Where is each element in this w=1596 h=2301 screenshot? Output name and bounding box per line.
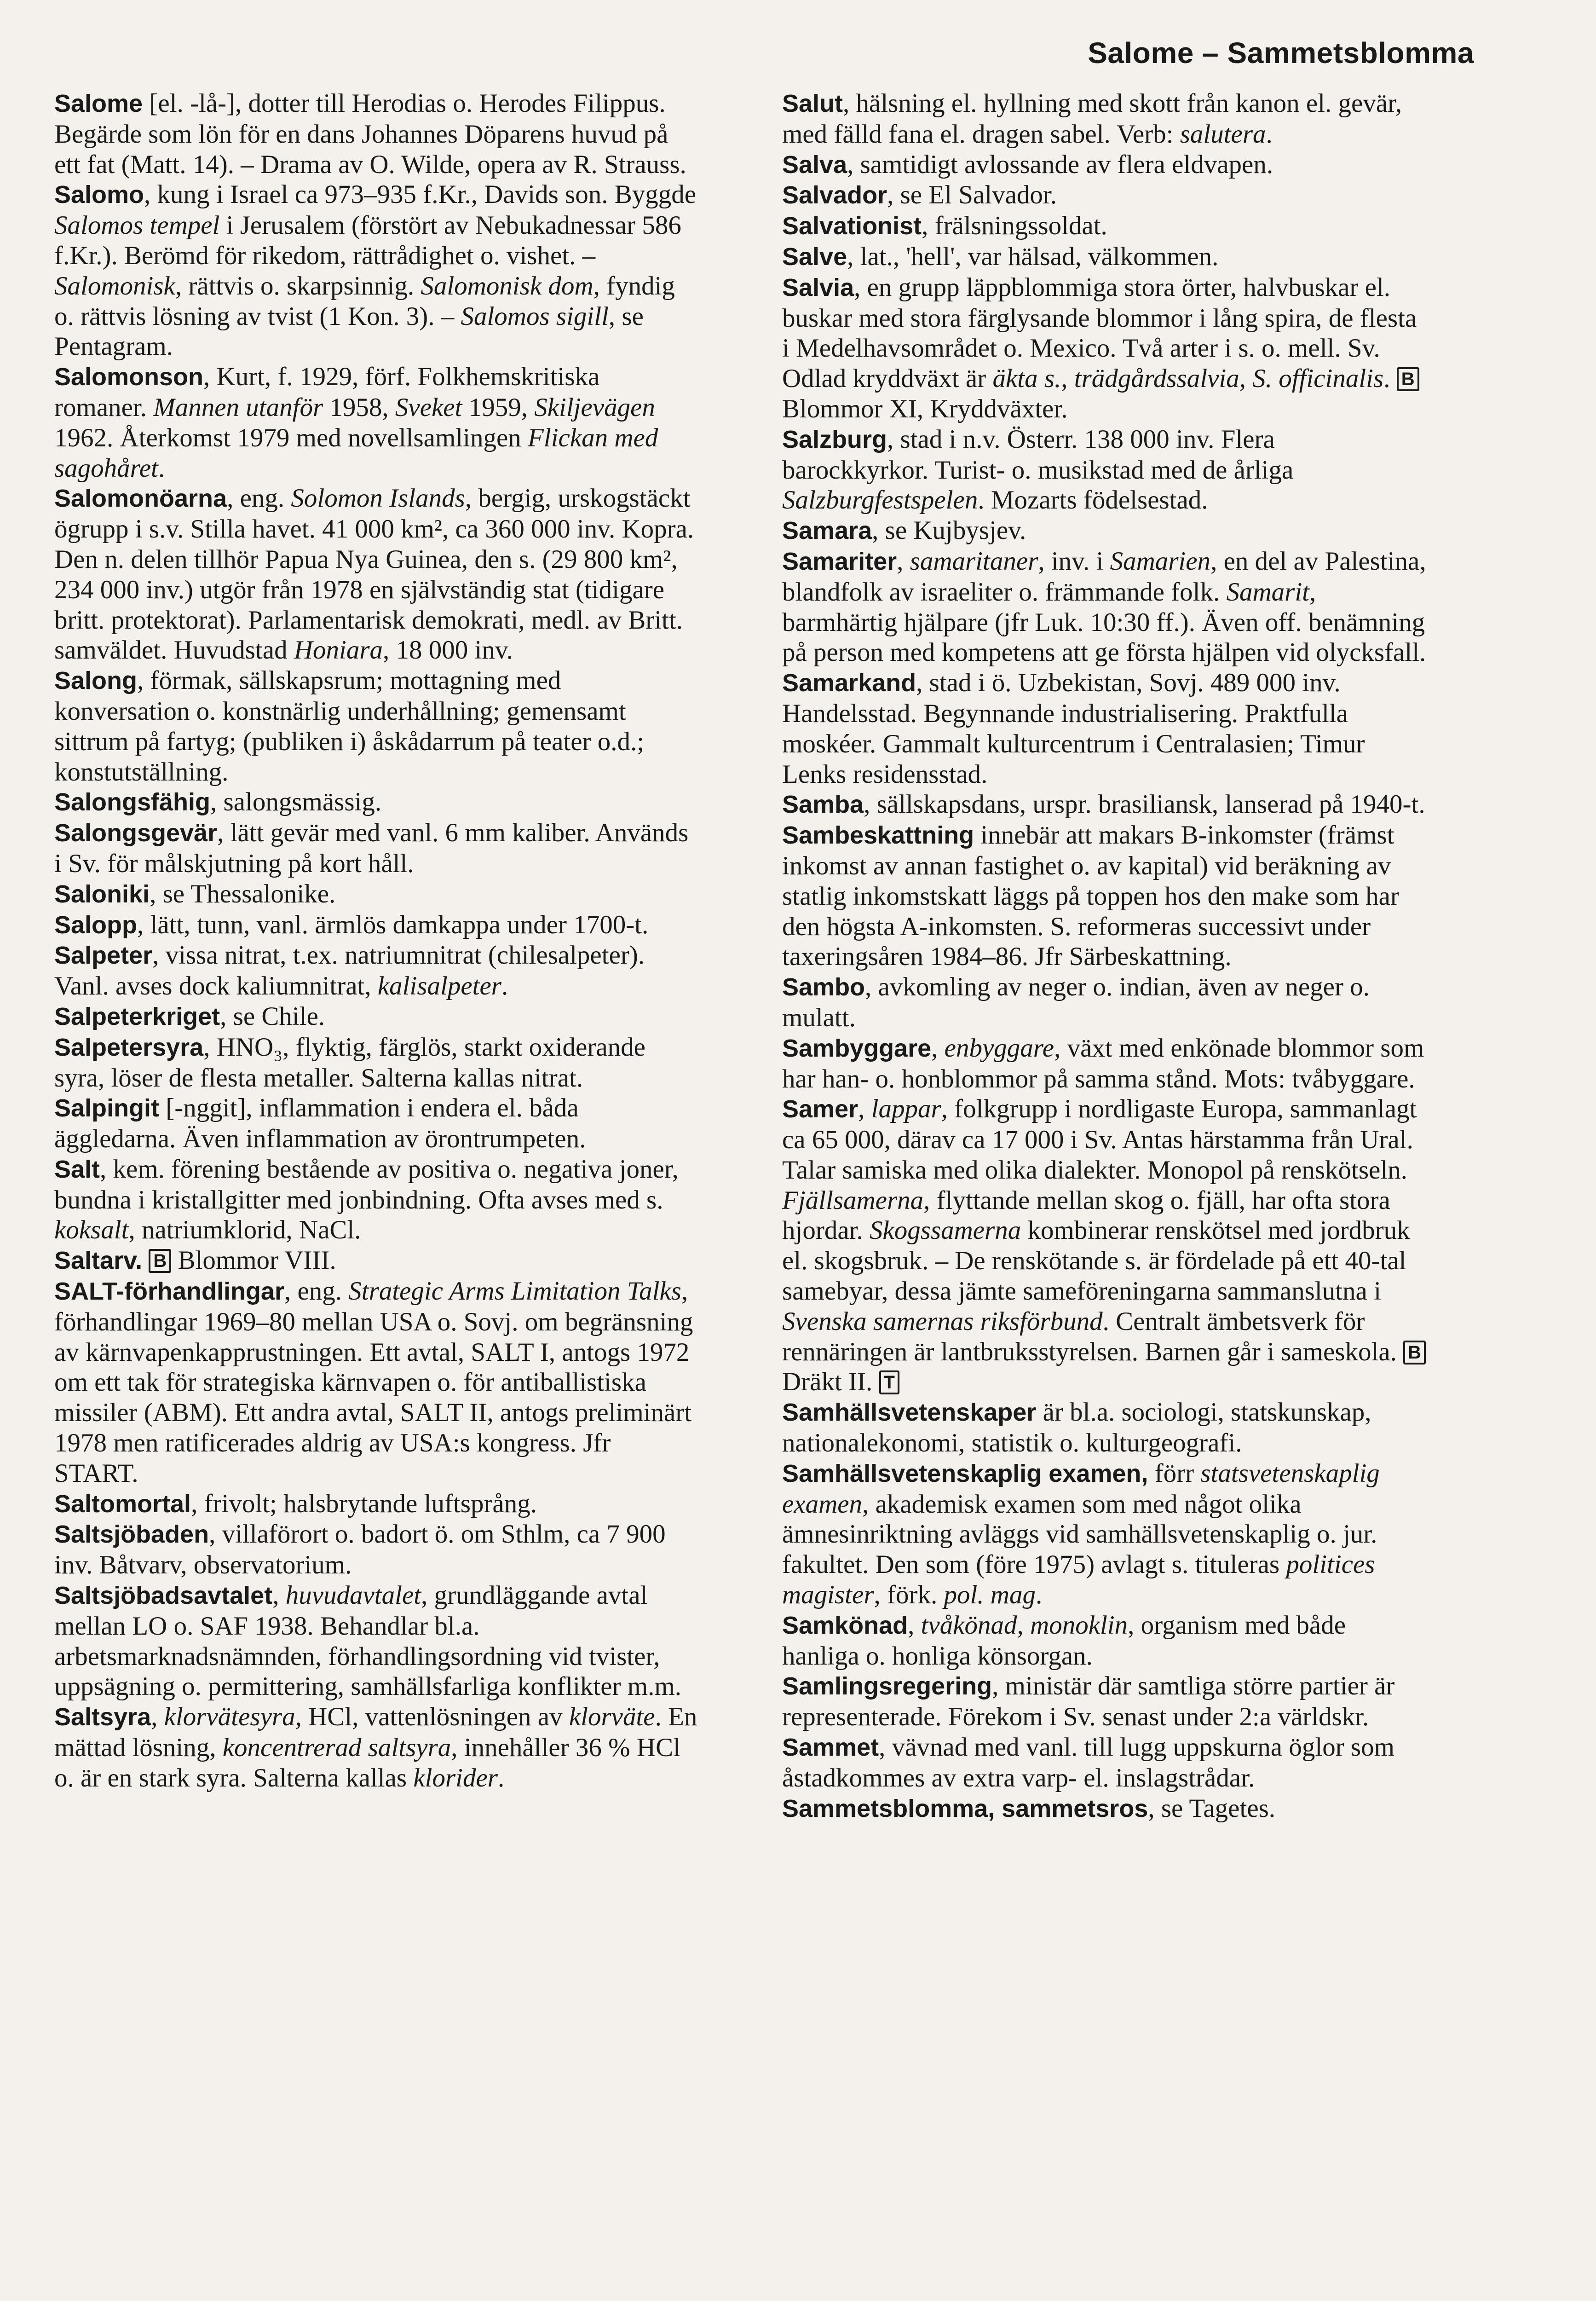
entry-text: , inv. i [1038,546,1110,576]
dictionary-entry [782,1397,1426,1458]
entry-text: , förmak, sällskapsrum; mottagning med konversation o. konstnärlig underhållning; gemensamt sittrum på fartyg; (publiken i) åskådarrum på teater o.d.; konstutställning. [54,666,645,786]
entry-text-italic: koncentrerad saltsyra [222,1733,451,1763]
entry-text: , [272,1581,286,1610]
entry-text-italic: huvudavtalet [285,1581,421,1610]
entry-headword: Saltomortal [54,1490,191,1518]
entry-text-italic: Skogssamerna [869,1216,1021,1245]
entry-headword: SALT-förhandlingar [54,1278,284,1306]
entry-text: , förhandlingar 1969–80 mellan USA o. Sovj. om begränsning av kärnvapenkapprustningen. Ett avtal, SALT I, antogs 1972 om ett tak för strategiska kärnvapen o. för antiballistiska missiler (ABM). Ett andra avtal, SALT II, antogs preliminärt 1978 men ratificerades aldrig av USA:s kongress. Jfr START. [54,1277,693,1488]
dictionary-entry [54,1032,698,1093]
entry-text-italic: Flickan med sagohåret [54,423,658,483]
entry-text: förr [1148,1458,1201,1488]
dictionary-entry [782,1458,1426,1610]
entry-text: , fyndig o. rättvis lösning av tvist (1 Kon. 3). – [54,271,675,331]
entry-text: , vävnad med vanl. till lugg uppskurna öglor som åstadkommes av extra varp- el. inslagstrådar. [782,1733,1394,1792]
dictionary-entry [54,1001,698,1032]
entry-text: , grundläggande avtal mellan LO o. SAF 1938. Behandlar bl.a. arbetsmarknadsnämnden, förhandlingsordning vid tvister, uppsägning o. permittering, samhällsfarliga konflikter m.m. [54,1581,681,1701]
entry-text: , lätt gevär med vanl. 6 mm kaliber. Används i Sv. för målskjutning på kort håll. [54,818,689,878]
dictionary-entry [782,1094,1426,1397]
entry-text: , HNO₃, flyktig, färglös, starkt oxiderande syra, löser de flesta metaller. Salterna kallas nitrat. [54,1032,645,1093]
entry-headword: Samarkand [782,669,916,697]
entry-text: , se Kujbysjev. [872,516,1026,545]
plate-reference-icon: B [1403,1341,1426,1364]
entry-headword: Samara [782,517,872,545]
entry-text: . [1383,364,1397,393]
dictionary-entry [782,789,1426,820]
entry-headword: Salopp [54,911,138,939]
entry-text-italic: samaritaner [910,546,1038,576]
dictionary-entry [782,820,1426,972]
dictionary-entry [782,424,1426,515]
entry-headword: Saltsjöbaden [54,1521,209,1549]
entry-headword: Salpeterkriget [54,1002,220,1030]
dictionary-entry [782,1732,1426,1793]
entry-text: [el. -lå-], dotter till Herodias o. Herodes Filippus. Begärde som lön för en dans Johannes Döparens huvud på ett fat (Matt. 14). – Drama av O. Wilde, opera av R. Strauss. [54,89,686,179]
entry-text [142,1246,149,1275]
entry-text-italic: Salomonisk [54,271,175,301]
entry-text: , förk. [874,1580,944,1610]
entry-text: , sällskapsdans, urspr. brasiliansk, lanserad på 1940-t. [864,790,1425,819]
dictionary-entry [782,1033,1426,1094]
entry-headword: Samhällsvetenskaplig examen, [782,1459,1148,1487]
dictionary-entry [54,179,698,362]
dictionary-entry [54,1489,698,1520]
dictionary-entry [54,1276,698,1489]
entry-text: , kem. förening bestående av positiva o. negativa joner, bundna i kristallgitter med jonbindning. Ofta avses med s. [54,1154,679,1214]
entry-text: , HCl, vattenlösningen av [295,1702,569,1732]
entry-text-italic: Skiljevägen [534,393,655,422]
entry-text-italic: salutera [1180,119,1266,149]
dictionary-entry [782,88,1426,150]
dictionary-entry [782,1610,1426,1671]
entry-headword: Salomonöarna [54,485,227,513]
entry-text: Dräkt II. [782,1367,879,1397]
entry-text: , barmhärtig hjälpare (jfr Luk. 10:30 ff.). Även off. benämning på person med kompetens att ge första hjälpen vid olycksfall. [782,577,1426,667]
dictionary-entry [54,879,698,910]
entry-headword: Sambo [782,973,865,1001]
entry-text-italic: Salomonisk dom [421,271,593,301]
entry-text: . [497,1763,505,1792]
entry-text-italic: pol. mag [944,1580,1036,1610]
entry-text-italic: trädgårdssalvia, S. officinalis [1074,364,1384,393]
entry-text: , folkgrupp i nordligaste Europa, sammanlagt ca 65 000, därav ca 17 000 i Sv. Antas härstamma från Ural. Talar samiska med olika dialekter. Monopol på renskötseln. [782,1094,1417,1185]
entry-text: . Mozarts födelsestad. [978,486,1208,515]
entry-text-italic: Salomos tempel [54,211,220,240]
entry-headword: Saloniki [54,880,150,908]
entry-headword: Saltsjöbadsavtalet [54,1582,273,1610]
entry-text: , [897,546,910,576]
entry-headword: Samlingsregering [782,1672,992,1700]
entry-text: 1958, [323,393,395,422]
entry-headword: Salpetersyra [54,1033,204,1061]
entry-text: , [858,1094,871,1124]
entry-headword: Saltarv. [54,1247,143,1275]
entry-text-italic: Svenska samernas riksförbund [782,1307,1103,1336]
entry-text-italic: klorväte [569,1702,655,1732]
entry-text-italic: koksalt [54,1215,129,1245]
entry-text: , salongsmässig. [210,787,382,817]
entry-text: . [501,971,508,1001]
entry-headword: Samba [782,791,864,819]
entry-text: , 18 000 inv. [383,636,513,665]
entry-headword: Samkönad [782,1611,908,1639]
entry-text: , innehåller 36 % HCl o. är en stark syra. Salterna kallas [54,1733,680,1792]
entry-text-italic: Mannen utanför [153,393,323,422]
dictionary-entry [782,1793,1426,1824]
entry-text-italic: tvåkönad, monoklin [921,1610,1128,1640]
entry-text: , flyttande mellan skog o. fjäll, har ofta stora hjordar. [782,1185,1390,1245]
page-header: Salome – Sammetsblomma [1088,36,1474,69]
entry-headword: Samhällsvetenskaper [782,1399,1037,1427]
entry-text: , se Pentagram. [54,301,644,361]
dictionary-entry [54,88,698,179]
entry-text-italic: klorider [413,1763,498,1792]
entry-text: 1959, [462,393,535,422]
dictionary-entry [54,1702,698,1793]
entry-text: , lat., 'hell', var hälsad, välkommen. [847,242,1219,271]
entry-text-italic: kalisalpeter [377,971,501,1001]
entry-headword: Salong [54,667,138,695]
plate-reference-icon: T [879,1370,899,1394]
entry-headword: Samer [782,1095,858,1123]
entry-text-italic: statsvetenskaplig examen [782,1458,1380,1519]
entry-text: Blommor XI, Kryddväxter. [782,394,1068,423]
entry-text-italic: Strategic Arms Limitation Talks [348,1277,681,1306]
entry-text: , en grupp läppblommiga stora örter, halvbuskar el. buskar med stora färglysande blommor i lång spira, de flesta i Medelhavsområdet o. Mexico. Två arter i s. o. mell. Sv. Odlad kryddväxt är [782,272,1417,393]
entry-text: , se Tagetes. [1148,1793,1276,1823]
dictionary-entry [54,940,698,1001]
entry-headword: Salpingit [54,1094,159,1122]
entry-text-italic: Salomos sigill [461,301,609,331]
entry-text: , stad i ö. Uzbekistan, Sovj. 489 000 inv. Handelsstad. Begynnande industrialisering. Praktfulla moskéer. Gammalt kulturcentrum i Centralasien; Timur Lenks residensstad. [782,668,1365,789]
entry-headword: Salongsgevär [54,819,218,847]
entry-headword: Salzburg [782,425,887,453]
entry-text: Blommor VIII. [171,1246,336,1275]
entry-text: , se El Salvador. [887,180,1057,210]
entry-headword: Salut [782,90,843,117]
entry-text: [-nggit], inflammation i endera el. båda äggledarna. Även inflammation av örontrumpeten. [54,1093,586,1154]
entry-text-italic: Salzburgfestspelen [782,486,978,515]
entry-headword: Salva [782,150,847,179]
entry-text: , vissa nitrat, t.ex. natriumnitrat (chilesalpeter). Vanl. avses dock kaliumnitrat, [54,941,645,1001]
entry-text-italic: äkta s. [992,364,1061,393]
dictionary-entry [54,787,698,818]
entry-text: , frälsningssoldat. [922,211,1107,241]
entry-text: , avkomling av neger o. indian, även av neger o. mulatt. [782,972,1370,1032]
entry-headword: Salome [54,90,143,117]
entry-text: , natriumklorid, NaCl. [128,1215,361,1245]
entry-headword: Sambyggare [782,1034,932,1062]
dictionary-entry [782,211,1426,242]
dictionary-entry [782,546,1426,668]
entry-text-italic: Fjällsamerna [782,1185,924,1215]
entry-text: , organism med både hanliga o. honliga könsorgan. [782,1610,1346,1671]
entry-headword: Sambeskattning [782,821,974,850]
dictionary-entry [54,1519,698,1580]
entry-text: är bl.a. sociologi, statskunskap, nationalekonomi, statistik o. kulturgeografi. [782,1398,1371,1458]
dictionary-entry [54,1093,698,1154]
entry-headword: Saltsyra [54,1703,151,1731]
entry-text: , se Thessalonike. [150,879,336,908]
dictionary-entry [54,1580,698,1702]
entry-text: , lätt, tunn, vanl. ärmlös damkappa under 1700-t. [137,910,649,939]
entry-text: , akademisk examen som med något olika ämnesinriktning avläggs vid samhällsvetenskaplig o. jur. fakultet. Den som (före 1975) avlagt s. tituleras [782,1489,1377,1579]
entry-headword: Salongsfähig [54,788,211,816]
entry-text-italic: Samarit [1226,577,1310,607]
entry-headword: Sammetsblomma, sammetsros [782,1794,1148,1822]
dictionary-entry [54,362,698,483]
entry-text-italic: Samarien [1110,546,1211,576]
entry-text-italic: lappar [871,1094,941,1124]
dictionary-entry [54,1245,698,1276]
plate-reference-icon: B [149,1249,171,1273]
plate-reference-icon: B [1397,367,1419,391]
entry-headword: Salomonson [54,363,204,391]
dictionary-entry [782,668,1426,789]
entry-headword: Salvia [782,273,854,301]
entry-text-italic: Honiara [294,636,383,665]
entry-text: 1962. Återkomst 1979 med novellsamlingen [54,423,528,452]
entry-headword: Samariter [782,547,897,575]
entry-text: , kung i Israel ca 973–935 f.Kr., Davids son. Byggde [144,180,697,209]
entry-headword: Salpeter [54,942,153,970]
entry-text-italic: Sveket [395,393,462,422]
entry-text: , eng. [284,1277,349,1306]
entry-text-italic: enbyggare [944,1033,1054,1063]
entry-text: , villaförort o. badort ö. om Sthlm, ca 7 900 inv. Båtvarv, observatorium. [54,1520,666,1580]
entry-text: innebär att makars B-inkomster (främst inkomst av annan fastighet o. av kapital) vid beräkning av statlig inkomstskatt läggs på toppen hos den make som har den högsta A-inkomsten. S. reformeras successivt under taxeringsåren 1984–86. Jfr Särbeskattning. [782,821,1399,971]
dictionary-entry [782,972,1426,1033]
dictionary-entry [54,483,698,665]
dictionary-entry [782,272,1426,424]
entry-text: , Kurt, f. 1929, förf. Folkhemskritiska romaner. [54,362,600,422]
entry-text: , eng. [227,484,291,513]
entry-headword: Sammet [782,1734,879,1762]
entry-text: kombinerar renskötsel med jordbruk el. skogsbruk. – De renskötande s. är fördelade på ett 40-tal samebyar, dessa jämte sameföreningarna sammanslutna i [782,1216,1410,1306]
entry-text-italic: klorvätesyra [164,1702,295,1732]
entry-text: . En mättad lösning, [54,1702,697,1763]
dictionary-entry [54,818,698,879]
entry-text: , växt med enkönade blommor som har han- o. honblommor på samma stånd. Mots: tvåbyggare. [782,1033,1424,1093]
entry-text: , se Chile. [220,1001,325,1031]
left-column [54,88,698,1793]
entry-text: , hälsning el. hyllning med skott från kanon el. gevär, med fälld fana el. dragen sabel. Verb: [782,89,1402,149]
entry-text: , frivolt; halsbrytande luftsprång. [191,1489,537,1518]
dictionary-entry [782,515,1426,546]
entry-text: , [931,1033,945,1063]
entry-text-italic: Solomon Islands [291,484,465,513]
entry-text: . [158,453,165,483]
entry-text: , en del av Palestina, blandfolk av israeliter o. främmande folk. [782,546,1426,607]
dictionary-entry [54,910,698,941]
entry-text: i Jerusalem (förstört av Nebukadnessar 586 f.Kr.). Berömd för rikedom, rättrådighet o. vishet. – [54,211,681,270]
entry-text: , [151,1702,164,1732]
entry-text: , ministär där samtliga större partier är representerade. Förekom i Sv. senast under 2:a världskr. [782,1671,1395,1732]
entry-text: , bergig, urskogstäckt ögrupp i s.v. Stilla havet. 41 000 km², ca 360 000 inv. Kopra. Den n. delen tillhör Papua Nya Guinea, den s. (29 800 km², 234 000 inv.) utgör från 1978 en självständig stat (tidigare britt. protektorat). Parlamentarisk demokrati, medl. av Britt. samväldet. Huvudstad [54,484,694,665]
dictionary-entry [782,150,1426,180]
entry-headword: Salvador [782,181,887,209]
entry-text: , samtidigt avlossande av flera eldvapen. [847,150,1273,179]
dictionary-entry [782,1671,1426,1732]
right-column [782,88,1426,1824]
dictionary-entry [782,180,1426,211]
entry-text: . [1035,1580,1043,1610]
entry-text: . Centralt ämbetsverk för rennäringen är lantbruksstyrelsen. Barnen går i sameskola. [782,1307,1404,1366]
entry-text: . [1266,119,1273,149]
entry-headword: Salvationist [782,212,922,240]
entry-text: , [1061,364,1074,393]
entry-headword: Salomo [54,181,144,209]
entry-headword: Salt [54,1155,100,1183]
dictionary-entry [782,242,1426,272]
entry-text: , [908,1610,921,1640]
entry-text: , rättvis o. skarpsinnig. [175,271,421,301]
dictionary-entry [54,1154,698,1245]
entry-headword: Salve [782,243,847,271]
entry-text: , stad i n.v. Österr. 138 000 inv. Flera barockkyrkor. Turist- o. musikstad med de årliga [782,424,1294,485]
dictionary-entry [54,665,698,787]
entry-text-italic: politices magister [782,1550,1375,1610]
